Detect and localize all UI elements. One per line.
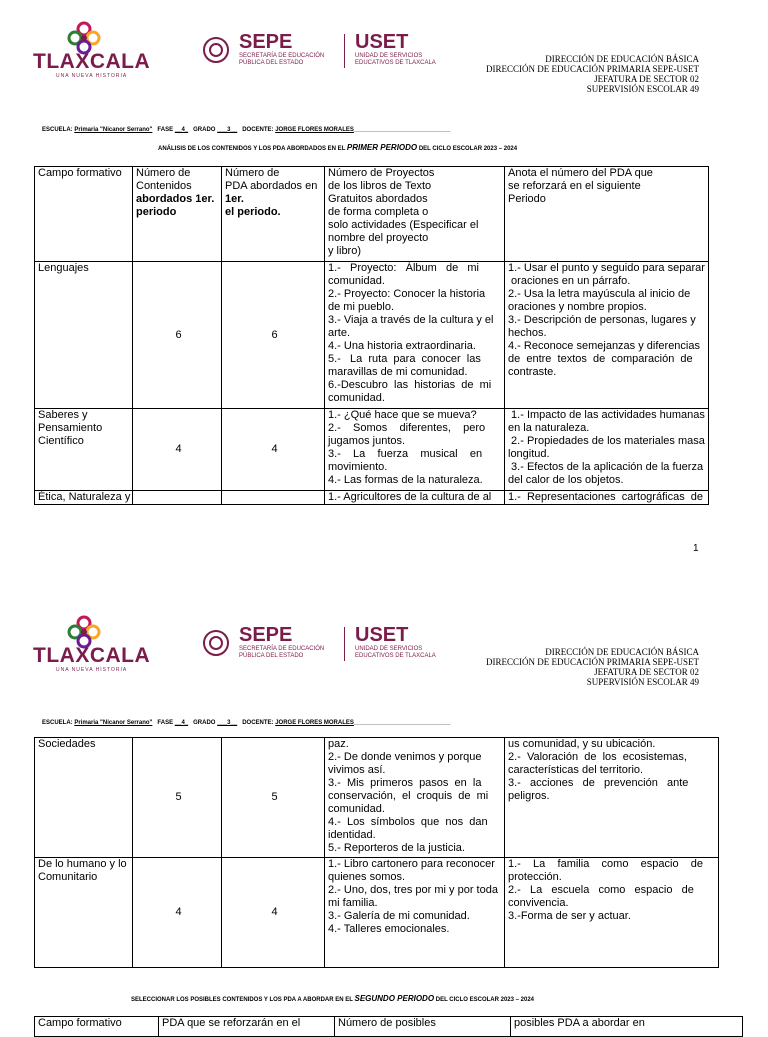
page-number: 1 — [693, 543, 699, 554]
grado-value: ___3__ — [217, 720, 238, 726]
school-line — [42, 127, 451, 133]
cell-line: 1.- ¿Qué hace que se mueva? — [328, 409, 477, 421]
header-line: 1er. — [225, 193, 244, 205]
analysis-pre: ANÁLISIS DE LOS CONTENIDOS Y LOS PDA ABORDADOS EN EL — [158, 146, 346, 152]
cell-campo: Lenguajes — [35, 262, 133, 409]
sepe-seal-icon — [199, 34, 233, 66]
header-pda-abordar: posibles PDA a abordar en — [511, 1017, 743, 1037]
grado-label: GRADO — [193, 720, 216, 726]
header-campo: Campo formativo — [35, 1017, 159, 1037]
cell-line: 4.- Talleres emocionales. — [328, 923, 450, 935]
docente-label: DOCENTE: — [242, 127, 274, 133]
cell-line: 4.- Las formas de la naturaleza. — [328, 474, 483, 486]
direction-block — [486, 647, 699, 687]
cell-line: protección. — [508, 871, 562, 883]
fase-value: __4_ — [174, 127, 189, 133]
docente-trail: _____________________________ — [353, 127, 451, 133]
header-campo: Campo formativo — [35, 167, 133, 262]
header-line: de forma completa o — [328, 206, 429, 218]
cell-proyectos — [325, 262, 505, 409]
cell-line: comunidad. — [328, 803, 385, 815]
uset-subtitle: UNIDAD DE SERVICIOS EDUCATIVOS DE TLAXCALA — [355, 646, 436, 659]
header-line: el periodo. — [225, 206, 281, 218]
cell-reforzar — [505, 491, 709, 505]
cell-campo: De lo humano y lo Comunitario — [35, 858, 133, 968]
header-line: y libro) — [328, 245, 362, 257]
cell-line: peligros. — [508, 790, 550, 802]
cell-line: 1.- Libro cartonero para reconocer — [328, 858, 495, 870]
cell-line: longitud. — [508, 448, 550, 460]
cell-line: 3.- Viaja a través de la cultura y el — [328, 314, 494, 326]
cell-line: vivimos así. — [328, 764, 386, 776]
tlaxcala-tagline: UNA NUEVA HISTORIA — [56, 667, 128, 673]
cell-line: oraciones en un párrafo. — [508, 275, 631, 287]
header-line: PDA abordados en — [225, 180, 318, 192]
cell-line: jugamos juntos. — [328, 435, 406, 447]
cell-line: comunidad. — [328, 392, 385, 404]
header-reforzar: PDA que se reforzarán en el — [159, 1017, 335, 1037]
header-line: nombre del proyecto — [328, 232, 429, 244]
dir-line: JEFATURA DE SECTOR 02 — [594, 667, 699, 677]
cell-line: 2.- La escuela como espacio de — [508, 884, 694, 896]
docente-value: JORGE FLORES MORALES — [275, 720, 354, 726]
header-line: Gratuitos abordados — [328, 193, 428, 205]
cell-line: 1.- Representaciones cartográficas de — [508, 491, 704, 503]
cell-contenidos: 4 — [133, 409, 222, 491]
cell-line: de mi pueblo. — [328, 301, 395, 313]
cell-line: 3.- acciones de prevención ante — [508, 777, 689, 789]
cell-line: 2.- Uno, dos, tres por mi y por toda — [328, 884, 498, 896]
cell-line: 3.- Efectos de la aplicación de la fuerza — [508, 461, 704, 473]
escuela-value: Primaria "Nicanor Serrano" — [74, 720, 153, 726]
header-line: periodo — [136, 206, 177, 218]
sepe-subtitle: SECRETARÍA DE EDUCACIÓN PÚBLICA DEL ESTADO — [239, 53, 325, 66]
cell-line: 1.- Agricultores de la cultura de al — [328, 491, 492, 503]
tlaxcala-tagline: UNA NUEVA HISTORIA — [56, 73, 128, 79]
second-period-title — [131, 994, 534, 1003]
second-period-table — [34, 1016, 743, 1037]
cell-line: convivencia. — [508, 897, 569, 909]
cell-reforzar — [505, 409, 709, 491]
cell-reforzar — [505, 738, 719, 858]
cell-line: 2.- Propiedades de los materiales masa — [508, 435, 705, 447]
cell-line: 1.- Proyecto: Álbum de mi — [328, 262, 479, 274]
second-period: SEGUNDO PERIODO — [354, 994, 435, 1003]
cell-line: 4.- Reconoce semejanzas y diferencias — [508, 340, 700, 352]
docente-label: DOCENTE: — [242, 720, 274, 726]
second-pre: SELECCIONAR LOS POSIBLES CONTENIDOS Y LOS PDA A ABORDAR EN EL — [131, 997, 353, 1003]
header-line: solo actividades (Especificar el — [328, 219, 479, 231]
logo-divider — [344, 627, 345, 661]
header-reforzar — [505, 167, 709, 262]
table-row — [35, 858, 719, 968]
cell-line: 2.- Usa la letra mayúscula al inicio de — [508, 288, 691, 300]
header-line: abordados 1er. — [136, 193, 215, 205]
table-header-row — [35, 1017, 743, 1037]
cell-line: 3.- Galería de mi comunidad. — [328, 910, 470, 922]
dir-line: DIRECCIÓN DE EDUCACIÓN BÁSICA — [545, 54, 699, 64]
cell-line: 2.- De donde venimos y porque — [328, 751, 482, 763]
uset-wordmark: USET — [355, 624, 409, 646]
sepe-wordmark: SEPE — [239, 624, 293, 646]
sepe-subtitle: SECRETARÍA DE EDUCACIÓN PÚBLICA DEL ESTADO — [239, 646, 325, 659]
fase-label: FASE — [157, 720, 174, 726]
dir-line: SUPERVISIÓN ESCOLAR 49 — [586, 677, 699, 687]
header-contenidos — [133, 167, 222, 262]
header-proyectos — [325, 167, 505, 262]
header-pda — [222, 167, 325, 262]
cell-pda — [222, 491, 325, 505]
cell-line: 2.- Proyecto: Conocer la historia — [328, 288, 486, 300]
cell-line: contraste. — [508, 366, 557, 378]
cell-line: 3.-Forma de ser y actuar. — [508, 910, 631, 922]
cell-contenidos: 4 — [133, 858, 222, 968]
cell-campo: Ética, Naturaleza y — [35, 491, 133, 505]
header-line: de los libros de Texto — [328, 180, 432, 192]
cell-line: características del territorio. — [508, 764, 644, 776]
cell-reforzar — [505, 262, 709, 409]
grado-label: GRADO — [193, 127, 216, 133]
escuela-label: ESCUELA: — [42, 127, 73, 133]
cell-line: paz. — [328, 738, 349, 750]
cell-line: 6.-Descubro las historias de mi — [328, 379, 492, 391]
header-posibles: Número de posibles — [335, 1017, 511, 1037]
table-row — [35, 491, 709, 505]
header-line: Anota el número del PDA que — [508, 167, 653, 179]
docente-trail: _____________________________ — [353, 720, 451, 726]
cell-line: 3.- Mis primeros pasos en la — [328, 777, 482, 789]
cell-pda: 4 — [222, 409, 325, 491]
table-row — [35, 262, 709, 409]
cell-line: 4.- Una historia extraordinaria. — [328, 340, 476, 352]
uset-wordmark: USET — [355, 31, 409, 53]
cell-line: 5.- Reporteros de la justicia. — [328, 842, 465, 854]
analysis-table-1 — [34, 166, 709, 505]
cell-line: 1.- La familia como espacio de — [508, 858, 704, 870]
header-line: Número de — [136, 167, 191, 179]
cell-line: 5.- La ruta para conocer las — [328, 353, 481, 365]
cell-line: 1.- Impacto de las actividades humanas — [508, 409, 705, 421]
cell-line: 3.- Descripción de personas, lugares y — [508, 314, 696, 326]
dir-line: DIRECCIÓN DE EDUCACIÓN PRIMARIA SEPE-USET — [485, 657, 699, 667]
table-row — [35, 738, 719, 858]
cell-reforzar — [505, 858, 719, 968]
analysis-table-continued — [34, 737, 719, 968]
cell-line: 2.- Somos diferentes, pero — [328, 422, 486, 434]
sepe-seal-icon — [199, 627, 233, 659]
cell-line: conservación, el croquis de mi — [328, 790, 489, 802]
header-line: se reforzará en el siguiente — [508, 180, 641, 192]
logo-divider — [344, 34, 345, 68]
analysis-post: DEL CICLO ESCOLAR 2023 – 2024 — [418, 146, 518, 152]
cell-line: de entre textos de comparación de — [508, 353, 693, 365]
tlaxcala-wordmark: TLAXCALA — [33, 644, 151, 667]
analysis-period: PRIMER PERIODO — [346, 143, 418, 152]
header-line: Contenidos — [136, 180, 192, 192]
cell-proyectos — [325, 738, 505, 858]
cell-contenidos: 6 — [133, 262, 222, 409]
uset-subtitle: UNIDAD DE SERVICIOS EDUCATIVOS DE TLAXCALA — [355, 53, 436, 66]
cell-line: us comunidad, y su ubicación. — [508, 738, 656, 750]
cell-line: 1.- Usar el punto y seguido para separar — [508, 262, 705, 274]
fase-value: __4_ — [174, 720, 189, 726]
cell-line: mi familia. — [328, 897, 378, 909]
cell-line: 2.- Valoración de los ecosistemas, — [508, 751, 687, 763]
header-line: Número de Proyectos — [328, 167, 435, 179]
cell-proyectos — [325, 409, 505, 491]
cell-line: en la naturaleza. — [508, 422, 590, 434]
escuela-value: Primaria "Nicanor Serrano" — [74, 127, 153, 133]
docente-value: JORGE FLORES MORALES — [275, 127, 354, 133]
cell-line: quienes somos. — [328, 871, 406, 883]
cell-line: comunidad. — [328, 275, 385, 287]
table-row — [35, 409, 709, 491]
dir-line: SUPERVISIÓN ESCOLAR 49 — [586, 84, 699, 94]
cell-line: arte. — [328, 327, 351, 339]
cell-line: 3.- La fuerza musical en — [328, 448, 483, 460]
dir-line: JEFATURA DE SECTOR 02 — [594, 74, 699, 84]
cell-pda: 4 — [222, 858, 325, 968]
direction-block — [486, 54, 699, 94]
sepe-wordmark: SEPE — [239, 31, 293, 53]
school-line — [42, 720, 451, 726]
cell-line: oraciones y nombre propios. — [508, 301, 647, 313]
cell-line: maravillas de mi comunidad. — [328, 366, 468, 378]
cell-line: identidad. — [328, 829, 376, 841]
cell-line: movimiento. — [328, 461, 388, 473]
cell-campo: Sociedades — [35, 738, 133, 858]
cell-proyectos — [325, 858, 505, 968]
cell-pda: 5 — [222, 738, 325, 858]
fase-label: FASE — [157, 127, 174, 133]
escuela-label: ESCUELA: — [42, 720, 73, 726]
table-header-row — [35, 167, 709, 262]
cell-line: del calor de los objetos. — [508, 474, 624, 486]
tlaxcala-wordmark: TLAXCALA — [33, 50, 151, 73]
cell-proyectos — [325, 491, 505, 505]
second-post: DEL CICLO ESCOLAR 2023 – 2024 — [435, 997, 534, 1003]
dir-line: DIRECCIÓN DE EDUCACIÓN PRIMARIA SEPE-USET — [485, 64, 699, 74]
analysis-title — [158, 143, 517, 152]
cell-line: 4.- Los símbolos que nos dan — [328, 816, 488, 828]
header-line: Número de — [225, 167, 280, 179]
grado-value: ___3__ — [217, 127, 238, 133]
cell-contenidos — [133, 491, 222, 505]
dir-line: DIRECCIÓN DE EDUCACIÓN BÁSICA — [545, 647, 699, 657]
cell-campo: Saberes y Pensamiento Científico — [35, 409, 133, 491]
header-line: Periodo — [508, 193, 546, 205]
cell-contenidos: 5 — [133, 738, 222, 858]
cell-pda: 6 — [222, 262, 325, 409]
cell-line: hechos. — [508, 327, 547, 339]
